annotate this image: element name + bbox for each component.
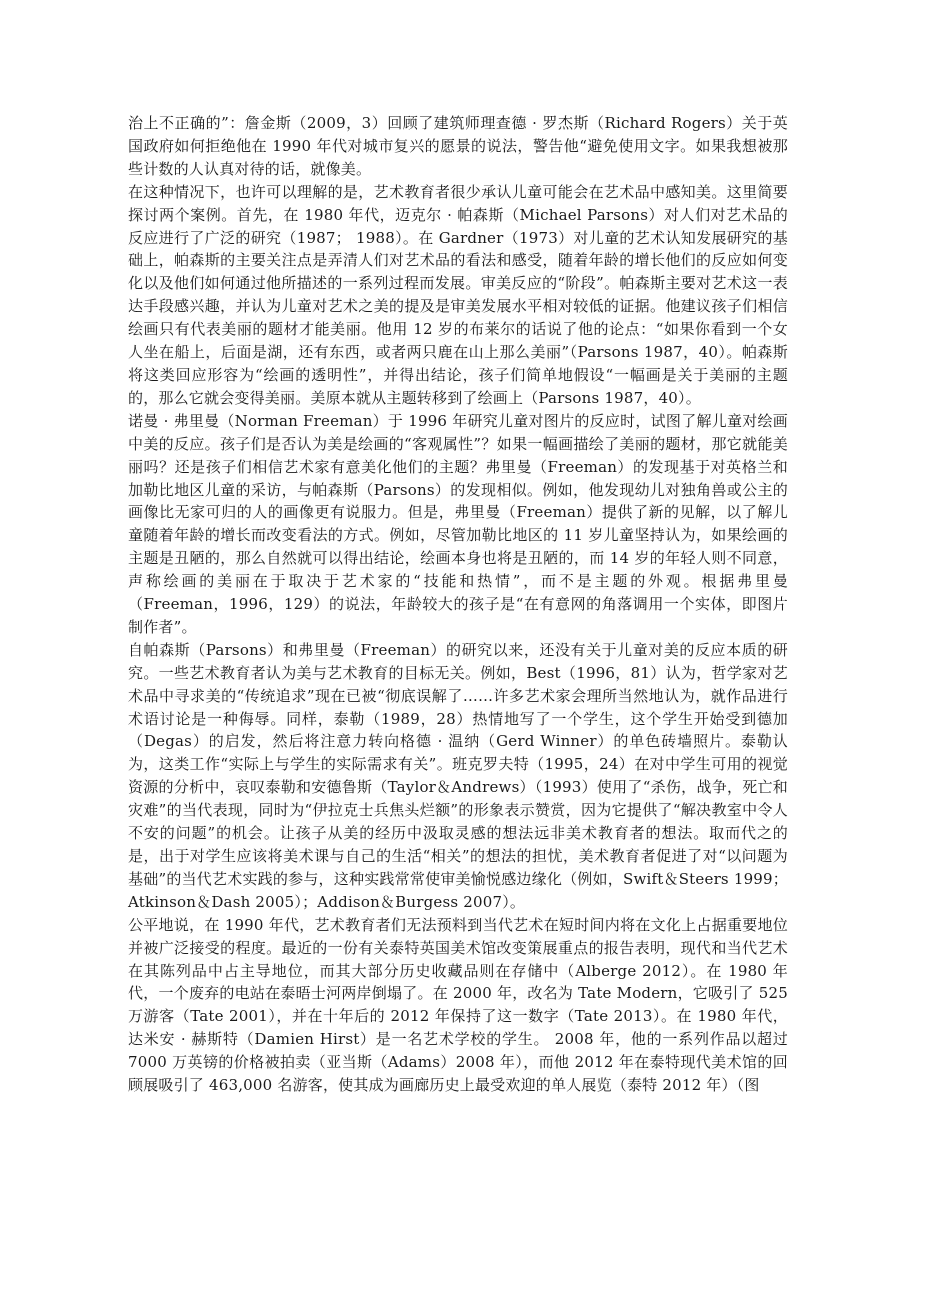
paragraph: 治上不正确的”：詹金斯（2009，3）回顾了建筑师理查德 · 罗杰斯（Richard Rogers）关于英国政府如何拒绝他在 1990 年代对城市复兴的愿景的说法，警告他“避免使用文字。如果我想被那些计数的人认真对待的话，就像美。	[128, 114, 788, 178]
document-body	[128, 112, 788, 1097]
paragraph: 自帕森斯（Parsons）和弗里曼（Freeman）的研究以来，还没有关于儿童对美的反应本质的研究。一些艺术教育者认为美与艺术教育的目标无关。例如，Best（1996，81）认为，哲学家对艺术品中寻求美的“传统追求”现在已被“彻底误解了……许多艺术家会理所当然地认为，就作品进行术语讨论是一种侮辱。同样，泰勒（1989，28）热情地写了一个学生，这个学生开始受到德加（Degas）的启发，然后将注意力转向格德 · 温纳（Gerd Winner）的单色砖墙照片。泰勒认为，这类工作“实际上与学生的实际需求有关”。班克罗夫特（1995，24）在对中学生可用的视觉资源的分析中，哀叹泰勒和安德鲁斯（Taylor＆Andrews）（1993）使用了“杀伤，战争，死亡和灾难”的当代表现，同时为“伊拉克士兵焦头烂额”的形象表示赞赏，因为它提供了“解决教室中令人不安的问题”的机会。让孩子从美的经历中汲取灵感的想法远非美术教育者的想法。取而代之的是，出于对学生应该将美术课与自己的生活“相关”的想法的担忧，美术教育者促进了对“以问题为基础”的当代艺术实践的参与，这种实践常常使审美愉悦感边缘化（例如，Swift＆Steers 1999； Atkinson＆Dash 2005）；Addison＆Burgess 2007）。	[128, 640, 788, 911]
paragraph: 在这种情况下，也许可以理解的是，艺术教育者很少承认儿童可能会在艺术品中感知美。这里简要探讨两个案例。首先，在 1980 年代，迈克尔 · 帕森斯（Michael Parsons）对人们对艺术品的反应进行了广泛的研究（1987； 1988）。在 Gardner（1973）对儿童的艺术认知发展研究的基础上，帕森斯的主要关注点是弄清人们对艺术品的看法和感受，随着年龄的增长他们的反应如何变化以及他们如何通过他所描述的一系列过程而发展。审美反应的“阶段”。帕森斯主要对艺术这一表达手段感兴趣，并认为儿童对艺术之美的提及是审美发展水平相对较低的证据。他建议孩子们相信绘画只有代表美丽的题材才能美丽。他用 12 岁的布莱尔的话说了他的论点：“如果你看到一个女人坐在船上，后面是湖，还有东西，或者两只鹿在山上那么美丽”（Parsons 1987，40）。帕森斯将这类回应形容为“绘画的透明性”，并得出结论，孩子们简单地假设“一幅画是关于美丽的主题的，那么它就会变得美丽。美原本就从主题转移到了绘画上（Parsons 1987，40）。	[128, 182, 788, 407]
paragraph: 公平地说，在 1990 年代，艺术教育者们无法预料到当代艺术在短时间内将在文化上占据重要地位并被广泛接受的程度。最近的一份有关泰特英国美术馆改变策展重点的报告表明，现代和当代艺术在其陈列品中占主导地位，而其大部分历史收藏品则在存储中（Alberge 2012）。在 1980 年代，一个废弃的电站在泰晤士河两岸倒塌了。在 2000 年，改名为 Tate Modern，它吸引了 525 万游客（Tate 2001），并在十年后的 2012 年保持了这一数字（Tate 2013）。在 1980 年代，达米安 · 赫斯特（Damien Hirst）是一名艺术学校的学生。 2008 年，他的一系列作品以超过 7000 万英镑的价格被拍卖（亚当斯（Adams）2008 年），而他 2012 年在泰特现代美术馆的回顾展吸引了 463,000 名游客，使其成为画廊历史上最受欢迎的单人展览（泰特 2012 年）（图	[128, 915, 788, 1095]
paragraph: 诺曼 · 弗里曼（Norman Freeman）于 1996 年研究儿童对图片的反应时，试图了解儿童对绘画中美的反应。孩子们是否认为美是绘画的“客观属性”？如果一幅画描绘了美丽的题材，那它就能美丽吗？还是孩子们相信艺术家有意美化他们的主题？弗里曼（Freeman）的发现基于对英格兰和加勒比地区儿童的采访，与帕森斯（Parsons）的发现相似。例如，他发现幼儿对独角兽或公主的画像比无家可归的人的画像更有说服力。但是，弗里曼（Freeman）提供了新的见解，以了解儿童随着年龄的增长而改变看法的方式。例如，尽管加勒比地区的 11 岁儿童坚持认为，如果绘画的主题是丑陋的，那么自然就可以得出结论，绘画本身也将是丑陋的，而 14 岁的年轻人则不同意，声称绘画的美丽在于取决于艺术家的“技能和热情”，而不是主题的外观。根据弗里曼（Freeman，1996，129）的说法，年龄较大的孩子是“在有意网的角落调用一个实体，即图片制作者”。	[128, 411, 788, 636]
